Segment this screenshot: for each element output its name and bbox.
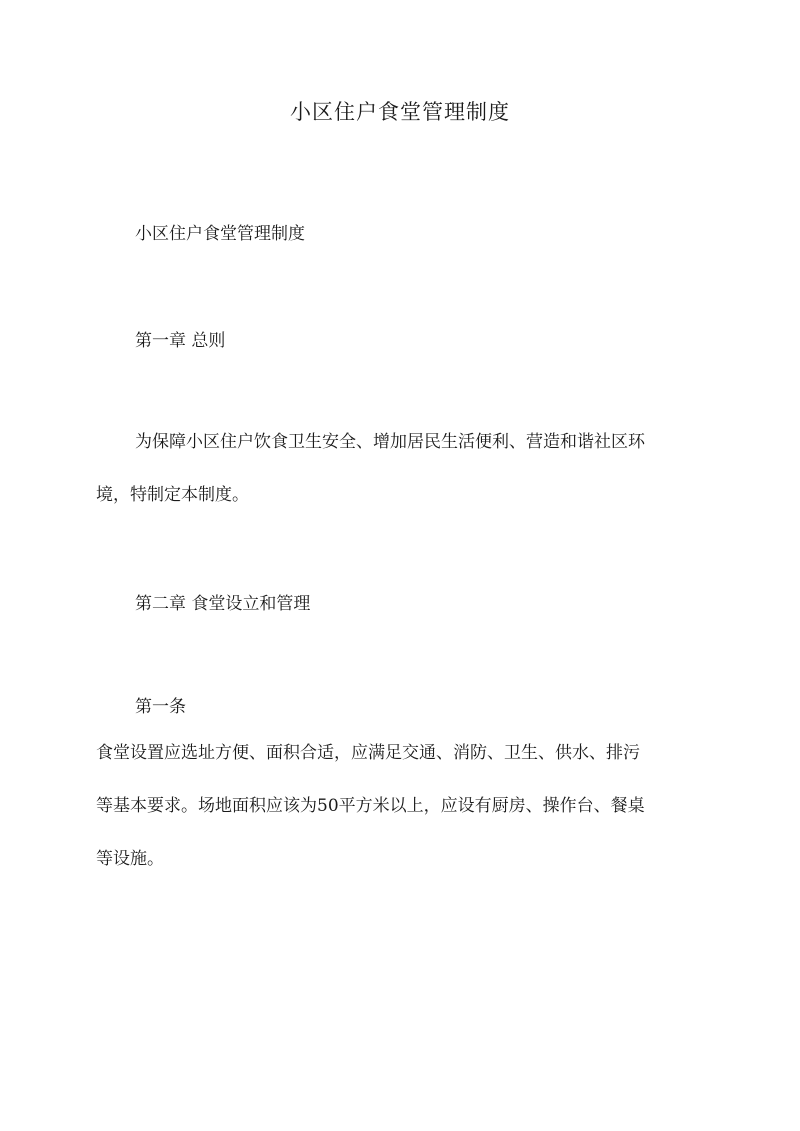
- paragraph-line: 食堂设置应选址方便、面积合适，应满足交通、消防、卫生、供水、排污: [96, 743, 640, 763]
- paragraph-line: 境，特制定本制度。: [96, 485, 249, 505]
- article-1-label: 第一条: [135, 697, 186, 717]
- paragraph-line: 为保障小区住户饮食卫生安全、增加居民生活便利、营造和谐社区环: [135, 432, 645, 452]
- paragraph-line: 等设施。: [96, 849, 164, 869]
- document-title: 小区住户食堂管理制度: [290, 100, 510, 124]
- chapter-1-heading: 第一章 总则: [135, 331, 226, 351]
- chapter-2-heading: 第二章 食堂设立和管理: [135, 594, 311, 614]
- paragraph-line: 等基本要求。场地面积应该为50平方米以上，应设有厨房、操作台、餐桌: [96, 796, 645, 816]
- document-subtitle: 小区住户食堂管理制度: [135, 224, 305, 244]
- chapter-1-paragraph: [96, 416, 706, 522]
- article-1-text: [96, 727, 706, 886]
